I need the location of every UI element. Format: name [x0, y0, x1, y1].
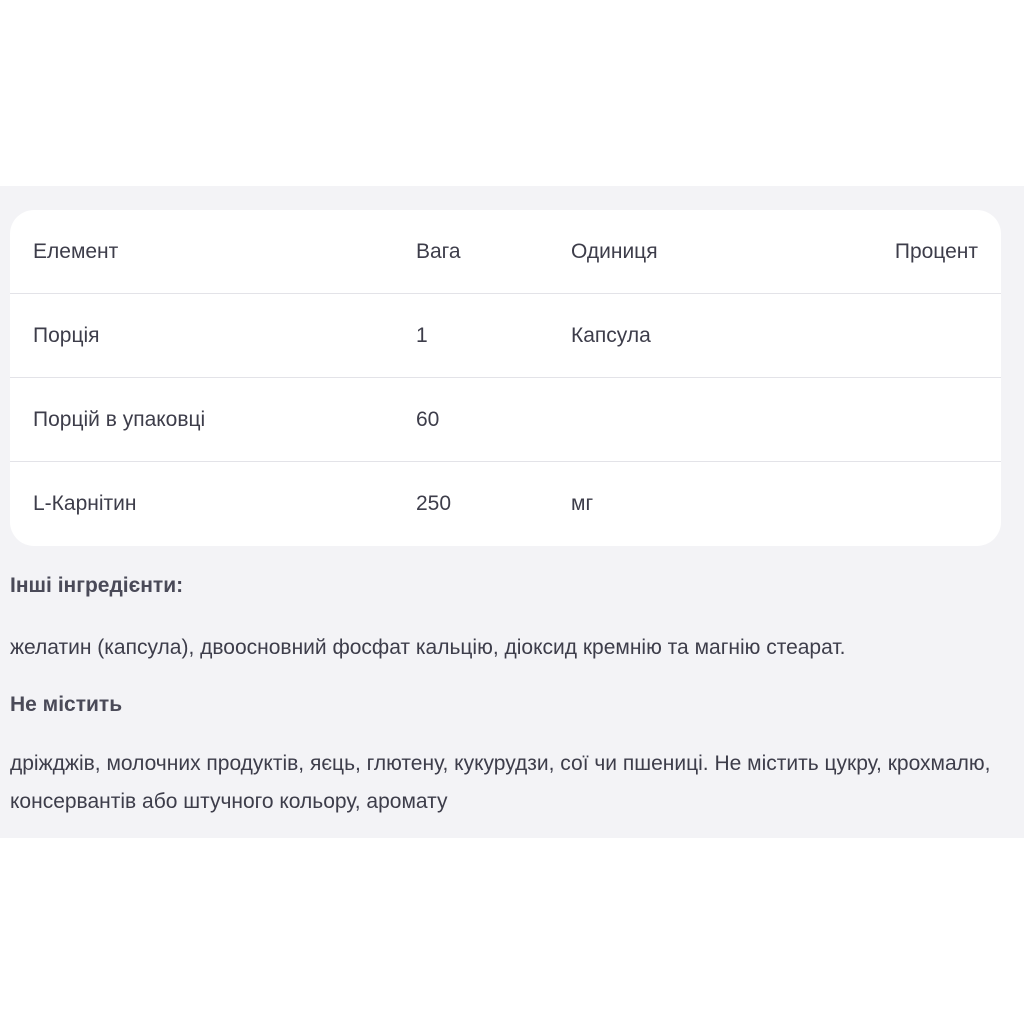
cell-element: Порцій в упаковці — [33, 408, 206, 431]
free-from-text: дріжджів, молочних продуктів, яєць, глютену, кукурудзи, сої чи пшениці. Не містить цукру, крохмалю, консервантів або штучного кольору, аромату — [10, 752, 991, 813]
other-ingredients-text: желатин (капсула), двоосновний фосфат кальцію, діоксид кремнію та магнію стеарат. — [10, 636, 846, 659]
cell-unit: Капсула — [571, 324, 651, 347]
header-weight: Вага — [416, 240, 461, 263]
cell-element: Порція — [33, 324, 100, 347]
cell-unit: мг — [571, 492, 594, 515]
cell-weight: 1 — [416, 324, 428, 347]
header-percent: Процент — [894, 240, 978, 263]
free-from-heading: Не містить — [10, 693, 123, 716]
other-ingredients-heading: Інші інгредієнти: — [10, 574, 184, 597]
cell-weight: 250 — [416, 492, 452, 515]
table-row — [10, 378, 1001, 462]
table-row — [10, 462, 1001, 546]
table-row — [10, 294, 1001, 378]
header-element: Елемент — [33, 240, 119, 263]
nutrition-panel — [0, 186, 1024, 838]
cell-weight: 60 — [416, 408, 440, 431]
table-header-row — [10, 210, 1001, 294]
nutrition-table — [10, 210, 1001, 546]
header-unit: Одиниця — [571, 240, 658, 263]
cell-element: L-Карнітин — [33, 492, 137, 515]
